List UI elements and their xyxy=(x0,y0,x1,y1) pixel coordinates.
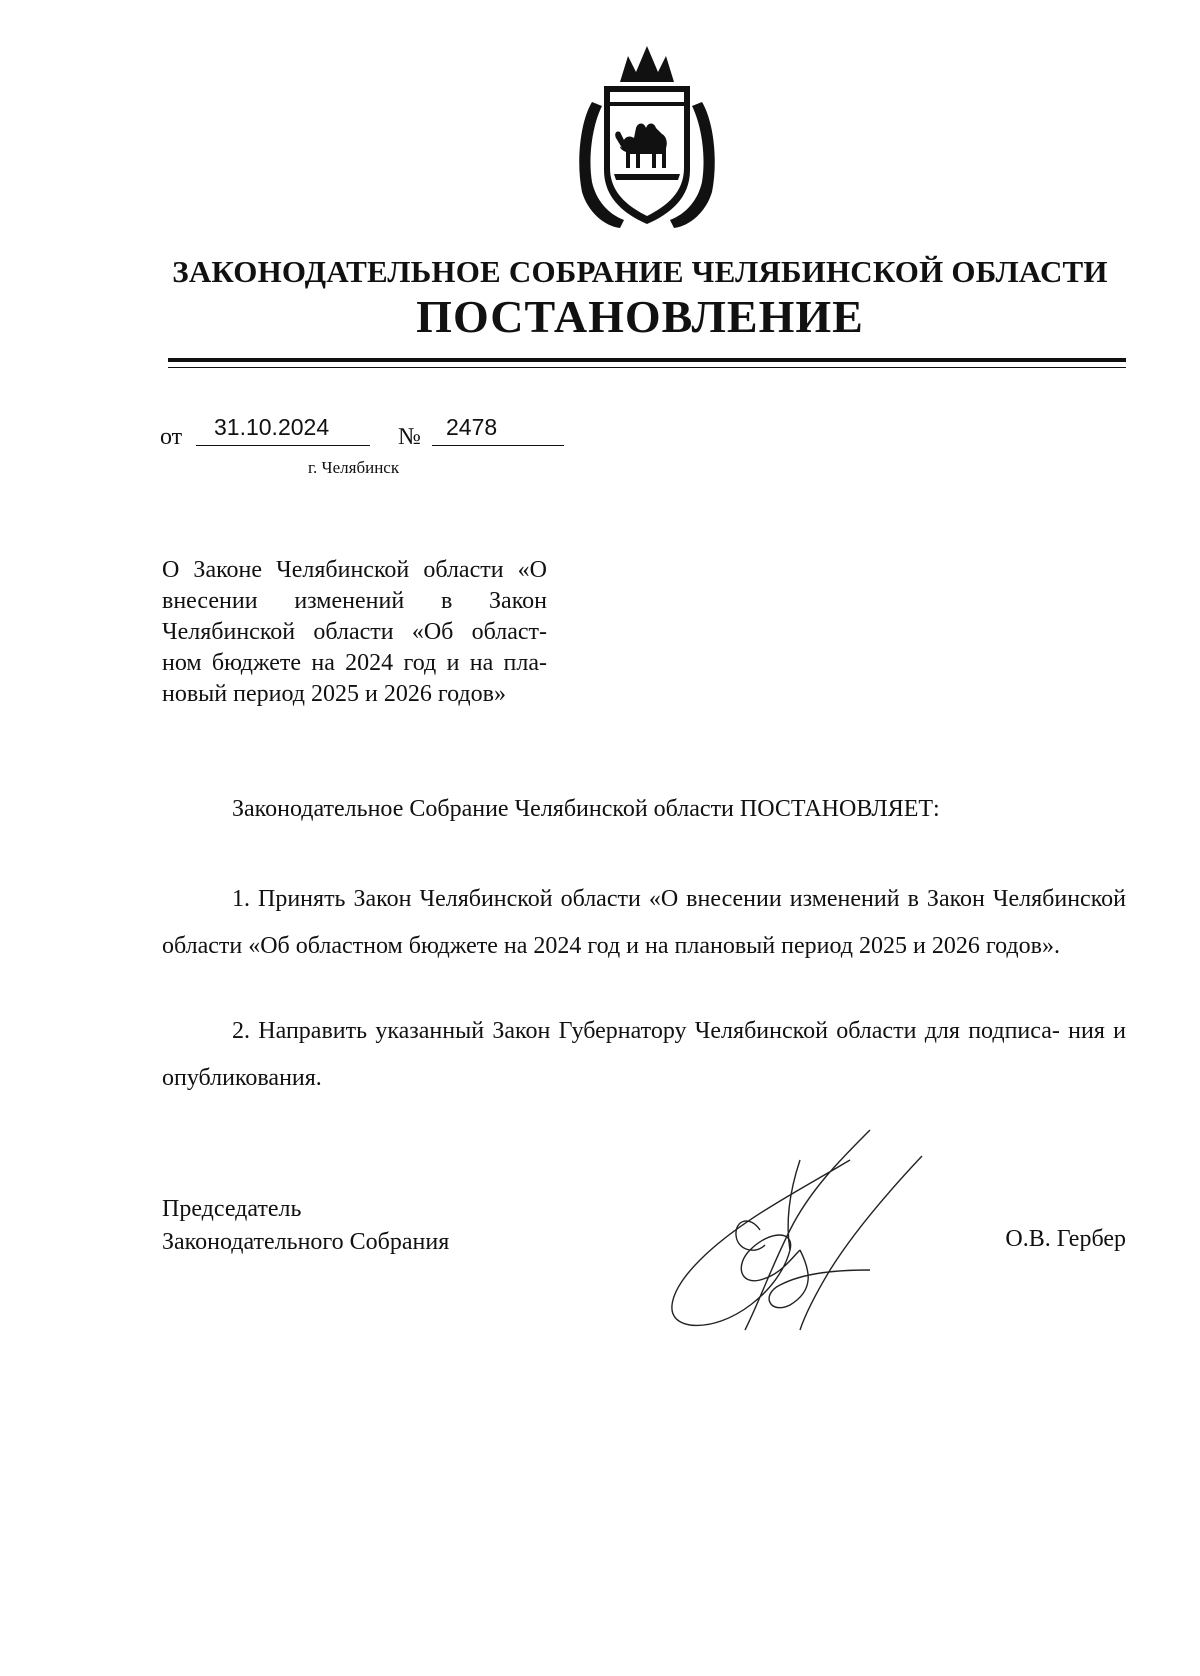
date-underline xyxy=(196,445,370,446)
resolution-item-2: 2. Направить указанный Закон Губернатору Челябинской области для подписа- ния и опубликования. xyxy=(162,1018,1126,1091)
date-label: от xyxy=(160,424,183,450)
header-rule-thin xyxy=(168,367,1126,368)
document-subject: О Законе Челябинской области «О внесении изменений в Закон Челябинской области «Об област- ном бюджете на 2024 год и на пла- новый период 2025 и 2026 годов» xyxy=(162,557,547,707)
issue-city: г. Челябинск xyxy=(308,458,400,477)
signatory-title xyxy=(162,1193,449,1259)
resolution-item-1: 1. Принять Закон Челябинской области «О внесении изменений в Закон Челябинской области «Об областном бюджете на 2024 год и на плановый период 2025 и 2026 годов». xyxy=(162,886,1126,959)
number-label: № xyxy=(398,424,421,450)
signature-icon xyxy=(640,1120,940,1340)
signatory-title-line-1: Председатель xyxy=(162,1196,302,1222)
document-type-title: ПОСТАНОВЛЕНИЕ xyxy=(416,291,864,342)
preamble: Законодательное Собрание Челябинской области ПОСТАНОВЛЯЕТ: xyxy=(232,796,940,822)
header-rule-thick xyxy=(168,358,1126,362)
issuing-authority: ЗАКОНОДАТЕЛЬНОЕ СОБРАНИЕ ЧЕЛЯБИНСКОЙ ОБЛАСТИ xyxy=(172,254,1108,289)
document-number: 2478 xyxy=(446,414,498,440)
document-date: 31.10.2024 xyxy=(214,414,330,440)
signatory-title-line-2: Законодательного Собрания xyxy=(162,1229,450,1255)
coat-of-arms-icon xyxy=(570,42,724,232)
signatory-name: О.В. Гербер xyxy=(1005,1226,1126,1252)
number-underline xyxy=(432,445,564,446)
